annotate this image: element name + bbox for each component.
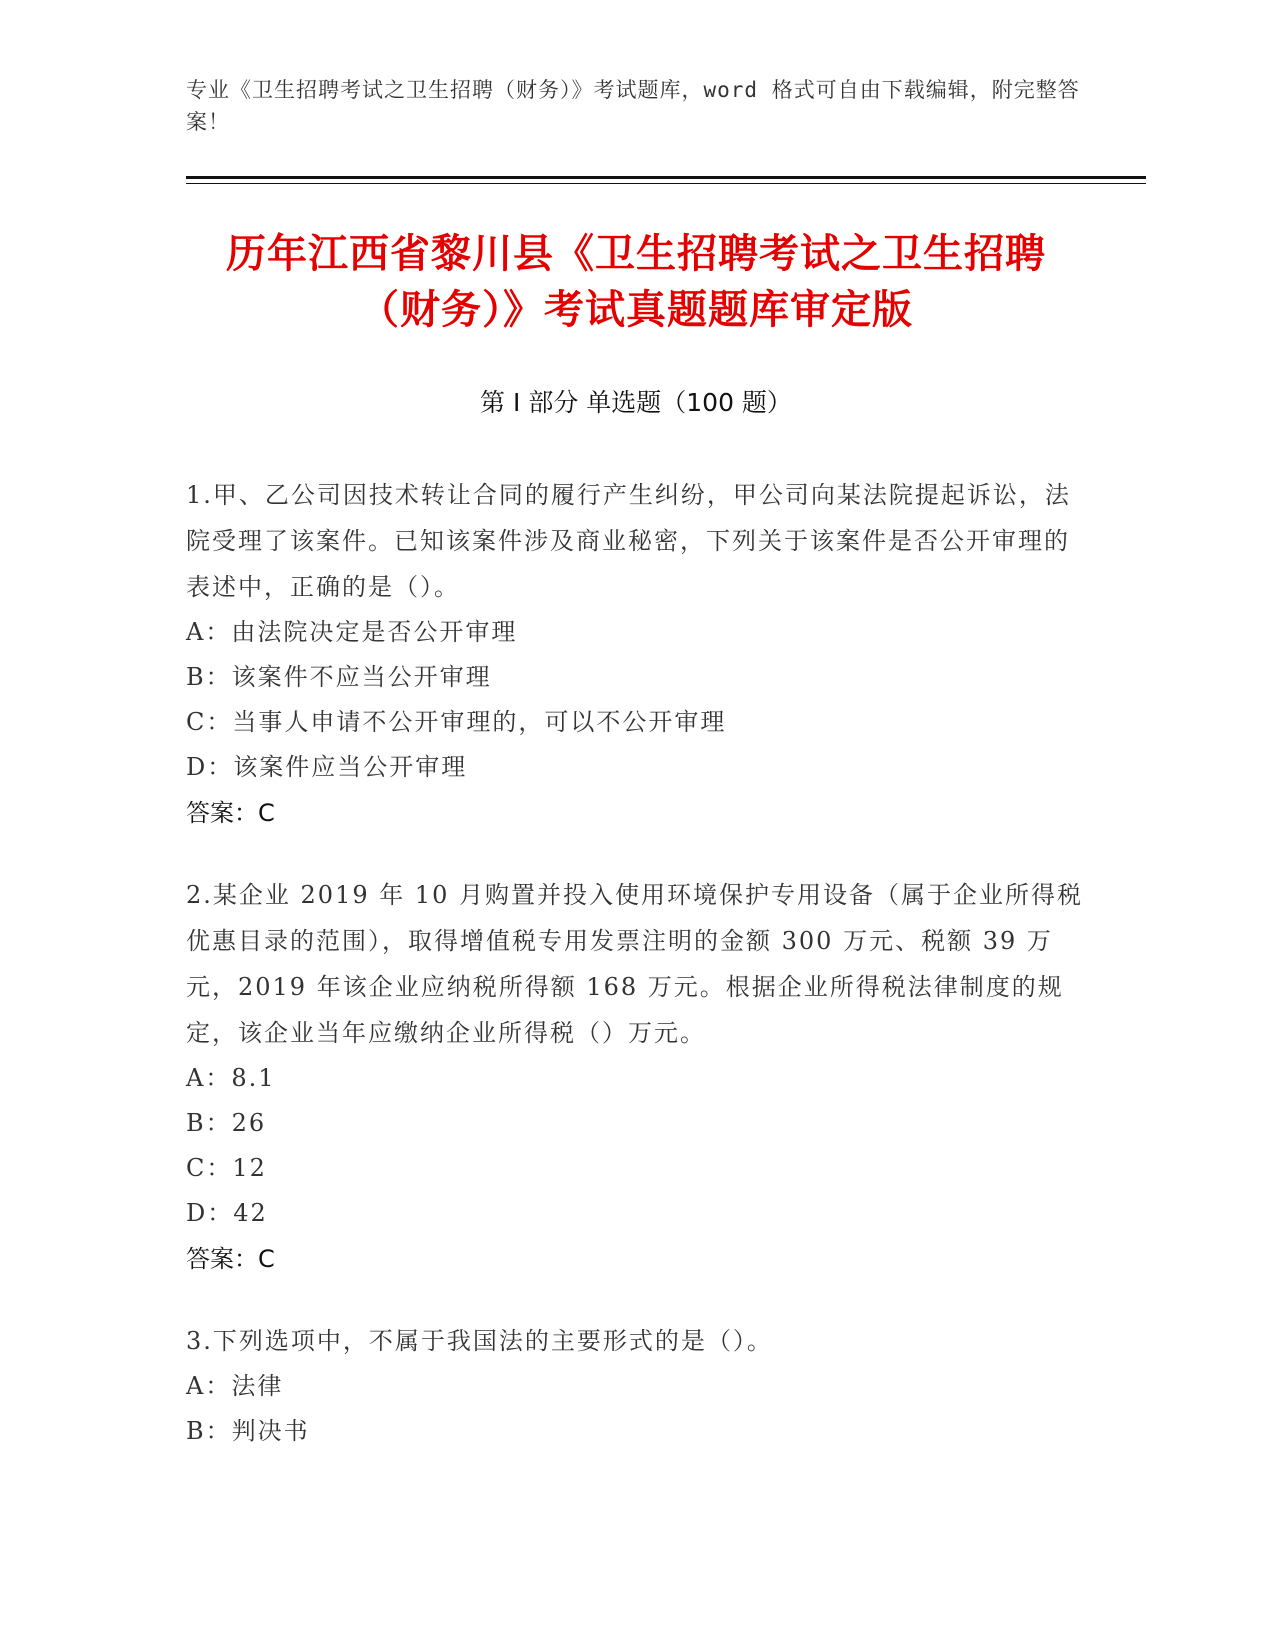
answer-line: 答案：C xyxy=(186,1245,275,1273)
option-d: D：42 xyxy=(186,1199,268,1227)
section-title: 第 I 部分 单选题（100 题） xyxy=(480,388,792,417)
question-1 xyxy=(186,472,1086,836)
question-stem: 3.下列选项中，不属于我国法的主要形式的是（）。 xyxy=(186,1327,773,1355)
question-stem: 2.某企业 2019 年 10 月购置并投入使用环境保护专用设备（属于企业所得税优惠目录的范围），取得增值税专用发票注明的金额 300 万元、税额 39 万元，2019 年该企业应纳税所得额 168 万元。根据企业所得税法律制度的规定，该企业当年应缴纳企业所得税（）万元。 xyxy=(186,881,1084,1047)
document-title: 历年江西省黎川县《卫生招聘考试之卫生招聘（财务）》考试真题题库审定版 xyxy=(226,231,1046,333)
option-d: D：该案件应当公开审理 xyxy=(186,753,468,781)
question-stem: 1.甲、乙公司因技术转让合同的履行产生纠纷，甲公司向某法院提起诉讼，法院受理了该案件。已知该案件涉及商业秘密，下列关于该案件是否公开审理的表述中，正确的是（）。 xyxy=(186,481,1071,601)
option-c: C：当事人申请不公开审理的，可以不公开审理 xyxy=(186,708,727,736)
option-c: C：12 xyxy=(186,1154,267,1182)
option-a: A：由法院决定是否公开审理 xyxy=(186,618,518,646)
option-b: B：判决书 xyxy=(186,1417,310,1445)
header-note: 专业《卫生招聘考试之卫生招聘（财务）》考试题库，word 格式可自由下载编辑，附完整答案！ xyxy=(186,78,1080,134)
option-b: B：该案件不应当公开审理 xyxy=(186,663,492,691)
option-a: A：法律 xyxy=(186,1372,284,1400)
question-3 xyxy=(186,1318,1086,1454)
option-b: B：26 xyxy=(186,1109,267,1137)
question-list xyxy=(186,472,1086,1490)
question-2 xyxy=(186,872,1086,1282)
header-divider-thin xyxy=(186,183,1146,184)
option-a: A：8.1 xyxy=(186,1064,276,1092)
answer-line: 答案：C xyxy=(186,799,275,827)
header-divider-thick xyxy=(186,176,1146,179)
